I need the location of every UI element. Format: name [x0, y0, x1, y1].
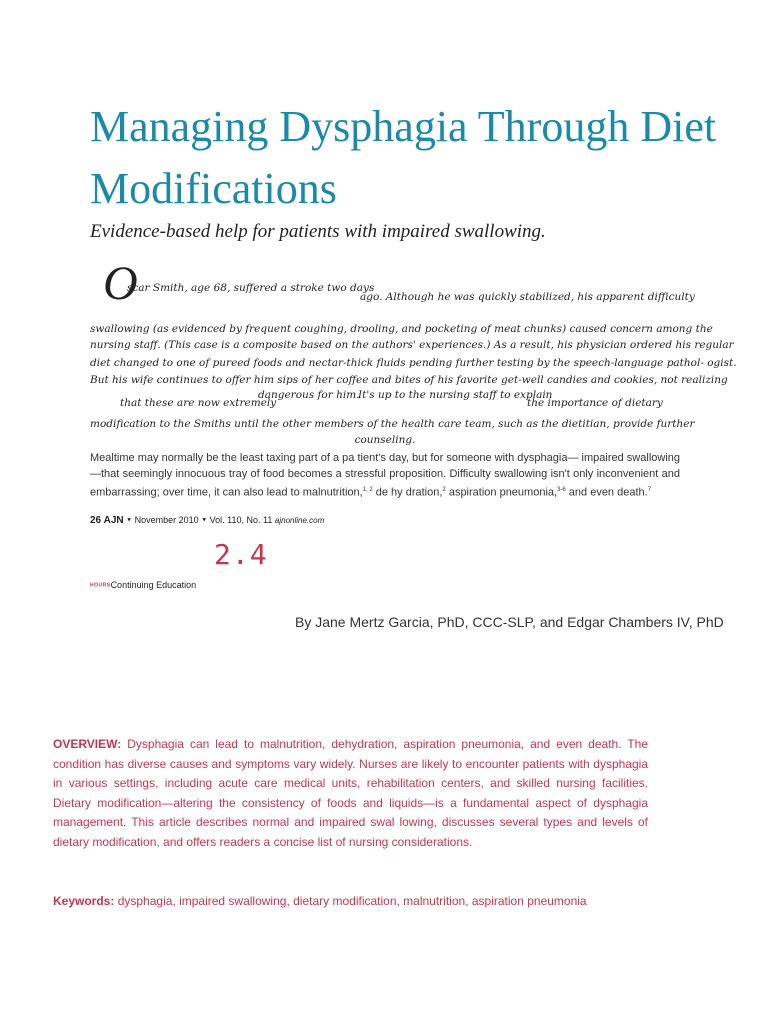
body-text: aspiration pneumonia, — [445, 486, 558, 499]
issue-volume: Vol. 110, No. 11 — [209, 515, 273, 525]
journal-name: AJN — [103, 515, 124, 526]
reference-mark: 1, 2 — [362, 487, 373, 493]
case-story-line: counseling. — [354, 434, 416, 446]
journal-site: ajnonline.com — [274, 516, 325, 525]
overview-label: OVERVIEW: — [53, 737, 122, 751]
case-story-line: dangerous for him. — [258, 389, 360, 401]
case-story-line: ago. Although he was quickly stabilized, his apparent difficulty — [360, 291, 695, 303]
triangle-icon: ▼ — [201, 517, 208, 524]
case-story-line: swallowing (as evidenced by frequent coughing, drooling, and pocketing of meat chunks) caused concern among the — [90, 323, 713, 335]
reference-mark: 2 — [442, 487, 446, 493]
article-title: Managing Dysphagia Through Diet Modifications — [90, 102, 717, 213]
case-story-line: nursing staff. (This case is a composite based on the authors' experiences.) As a result, his physician ordered his regular — [90, 339, 734, 351]
author-byline: By Jane Mertz Garcia, PhD, CCC-SLP, and Edgar Chambers IV, PhD — [295, 614, 724, 630]
case-story-line: that these are now extremely — [120, 397, 277, 409]
body-paragraph — [90, 450, 680, 501]
case-story-line: modification to the Smiths until the other members of the health care team, such as the dietitian, provide further — [90, 418, 695, 430]
keywords-paragraph — [53, 892, 613, 911]
overview-text: Dysphagia can lead to malnutrition, dehydration, aspiration pneumonia, and even death. The condition has diverse causes and symptoms vary widely. Nurses are likely to encounter patients with dysphagia in various settings, including acute care medical units, rehabilitation centers, and skilled nursing facilities. Dietary modification—altering the consistency of foods and liquids—is a fundamental aspect of dysphagia management. This article describes normal and impaired swal lowing, discusses several types and levels of dietary modification, and offers readers a concise list of nursing considerations. — [53, 737, 648, 849]
ce-label-row — [90, 580, 196, 590]
issue-date: November 2010 — [134, 515, 199, 525]
hours-label: HOURS — [90, 582, 111, 589]
reference-mark: 3-6 — [557, 487, 566, 493]
body-text: and even death. — [565, 486, 648, 499]
ce-label: Continuing Education — [110, 580, 197, 590]
drop-cap: O — [103, 257, 138, 310]
reference-mark: 7 — [647, 487, 652, 493]
triangle-icon: ▼ — [126, 517, 133, 524]
page-footer — [90, 515, 324, 526]
ce-credit-number: 2.4 — [214, 538, 268, 571]
keywords-label: Keywords: — [53, 894, 115, 908]
keywords-text: dysphagia, impaired swallowing, dietary modification, malnutrition, aspiration pneumonia — [114, 894, 587, 908]
body-text: de hy dration, — [372, 486, 443, 499]
case-story-line: the importance of dietary — [527, 397, 663, 409]
case-story-line: But his wife continues to offer him sips of her coffee and bites of his favorite get-well candies and cookies, not realizing — [90, 374, 728, 386]
case-story-line: scar Smith, age 68, suffered a stroke two days — [127, 282, 375, 294]
case-story-line: It's up to the nursing staff to explain — [358, 389, 553, 401]
body-text: Mealtime may normally be the least taxing part of a pa tient's day, but for someone with dysphagia— impaired swallowing—that seemingly innocuous tray of food becomes a stressful proposition. Difficulty swallowing isn't only inconvenient and embarrassing; over time, it can also lead to malnutrition, — [90, 452, 680, 499]
case-story-line: diet changed to one of pureed foods and nectar-thick fluids pending further testing by the speech-language pathol- ogist. — [90, 357, 737, 369]
page-number: 26 — [90, 515, 102, 526]
overview-paragraph — [53, 735, 648, 852]
article-subtitle: Evidence-based help for patients with impaired swallowing. — [90, 221, 546, 242]
